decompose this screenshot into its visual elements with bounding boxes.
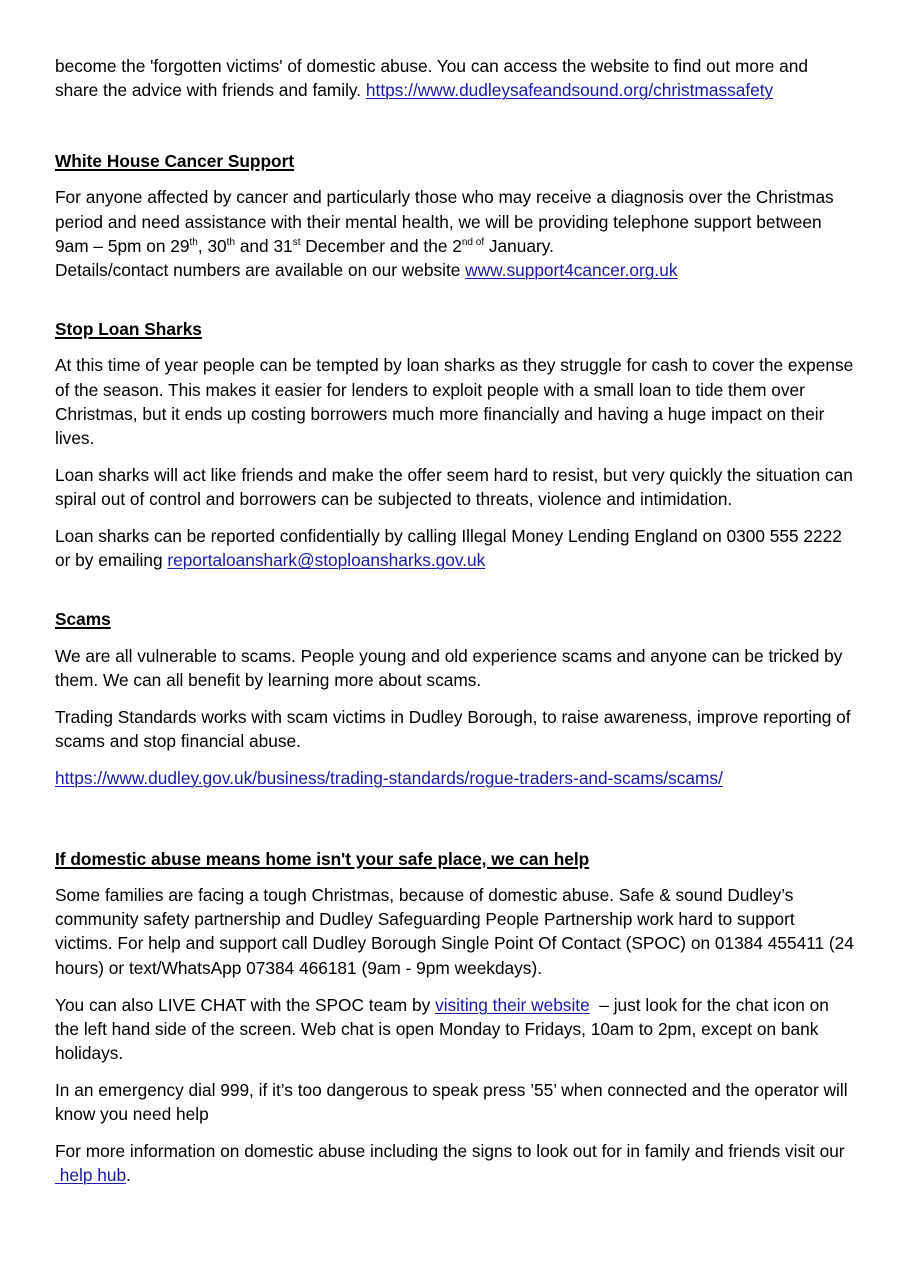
ordinal-suffix: st [292,236,301,248]
ordinal-suffix: th [189,236,198,248]
intro-line1: become the 'forgotten victims' of domestic abuse. You can access the website to find out more and [55,56,808,76]
cancer-text: , 30 [197,235,227,256]
intro-line2: share the advice with friends and family. [55,80,366,101]
cancer-text: For anyone affected by cancer and particularly those who may receive a diagnosis over the Christmas period and need assistance with their mental health, we will be providing telephone support between 9am – 5pm on 29 [55,187,834,256]
spoc-website-link[interactable]: visiting their website [435,994,590,1015]
loan-sharks-paragraph-1: At this time of year people can be tempted by loan sharks as they struggle for cash to cover the expense of the season. This makes it easier for lenders to exploit people with a small loan to tide them over Christmas, but it ends up costing borrowers much more financially and having a huge impact on their lives. [55,355,854,449]
cancer-text: Details/contact numbers are available on our website [55,260,466,281]
scams-paragraph-2: Trading Standards works with scam victims in Dudley Borough, to raise awareness, improve reporting of scams and stop financial abuse. [55,706,851,751]
domestic-abuse-heading: If domestic abuse means home isn't your safe place, we can help [55,848,590,869]
loan-sharks-paragraph-2: Loan sharks will act like friends and make the offer seem hard to resist, but very quickly the situation can spiral out of control and borrowers can be subjected to threats, violence and intimidation. [55,465,853,510]
cancer-support-heading: White House Cancer Support [55,151,295,172]
report-loan-shark-email-link[interactable]: reportaloanshark@stoploansharks.gov.uk [167,550,486,571]
domestic-abuse-paragraph-4 [55,1139,855,1188]
dudley-scams-link[interactable]: https://www.dudley.gov.uk/business/trading-standards/rogue-traders-and-scams/scams/ [55,767,723,788]
support4cancer-link[interactable]: www.support4cancer.org.uk [465,260,678,281]
help-hub-text: . [126,1165,131,1186]
help-hub-text: For more information on domestic abuse including the signs to look out for in family and friends visit our [55,1141,845,1161]
ordinal-suffix: nd of [461,236,485,248]
intro-paragraph [55,54,855,103]
scams-heading: Scams [55,609,111,630]
loan-sharks-paragraph-3 [55,524,855,573]
cancer-support-paragraph [55,185,855,282]
domestic-abuse-paragraph-2 [55,993,855,1066]
ordinal-suffix: th [226,236,236,248]
christmas-safety-link[interactable]: https://www.dudleysafeandsound.org/christmassafety [365,80,774,101]
loan-sharks-report-text: Loan sharks can be reported confidentially by calling Illegal Money Lending England on 0300 555 2222 or by emailing [55,526,842,571]
loan-sharks-heading: Stop Loan Sharks [55,319,202,340]
domestic-abuse-paragraph-1: Some families are facing a tough Christmas, because of domestic abuse. Safe & sound Dudley’s community safety partnership and Dudley Safeguarding People Partnership work hard to support victims. For help and support call Dudley Borough Single Point Of Contact (SPOC) on 01384 455411 (24 hours) or text/WhatsApp 07384 466181 (9am - 9pm weekdays). [55,884,854,978]
live-chat-text: You can also LIVE CHAT with the SPOC team by [55,994,436,1015]
document-page [55,54,855,1200]
scams-link-paragraph [55,766,855,790]
cancer-text: and 31 [235,235,293,256]
live-chat-text: – just look for the chat icon on the left hand side of the screen. Web chat is open Monday to Fridays, 10am to 2pm, except on bank holidays. [55,994,834,1064]
domestic-abuse-paragraph-3: In an emergency dial 999, if it’s too dangerous to speak press ’55’ when connected and the operator will know you need help [55,1079,848,1125]
cancer-text: January. [484,235,554,256]
help-hub-link[interactable]: help hub [55,1165,127,1186]
scams-paragraph-1: We are all vulnerable to scams. People young and old experience scams and anyone can be tricked by them. We can all benefit by learning more about scams. [55,645,843,690]
cancer-text: December and the 2 [300,235,462,256]
